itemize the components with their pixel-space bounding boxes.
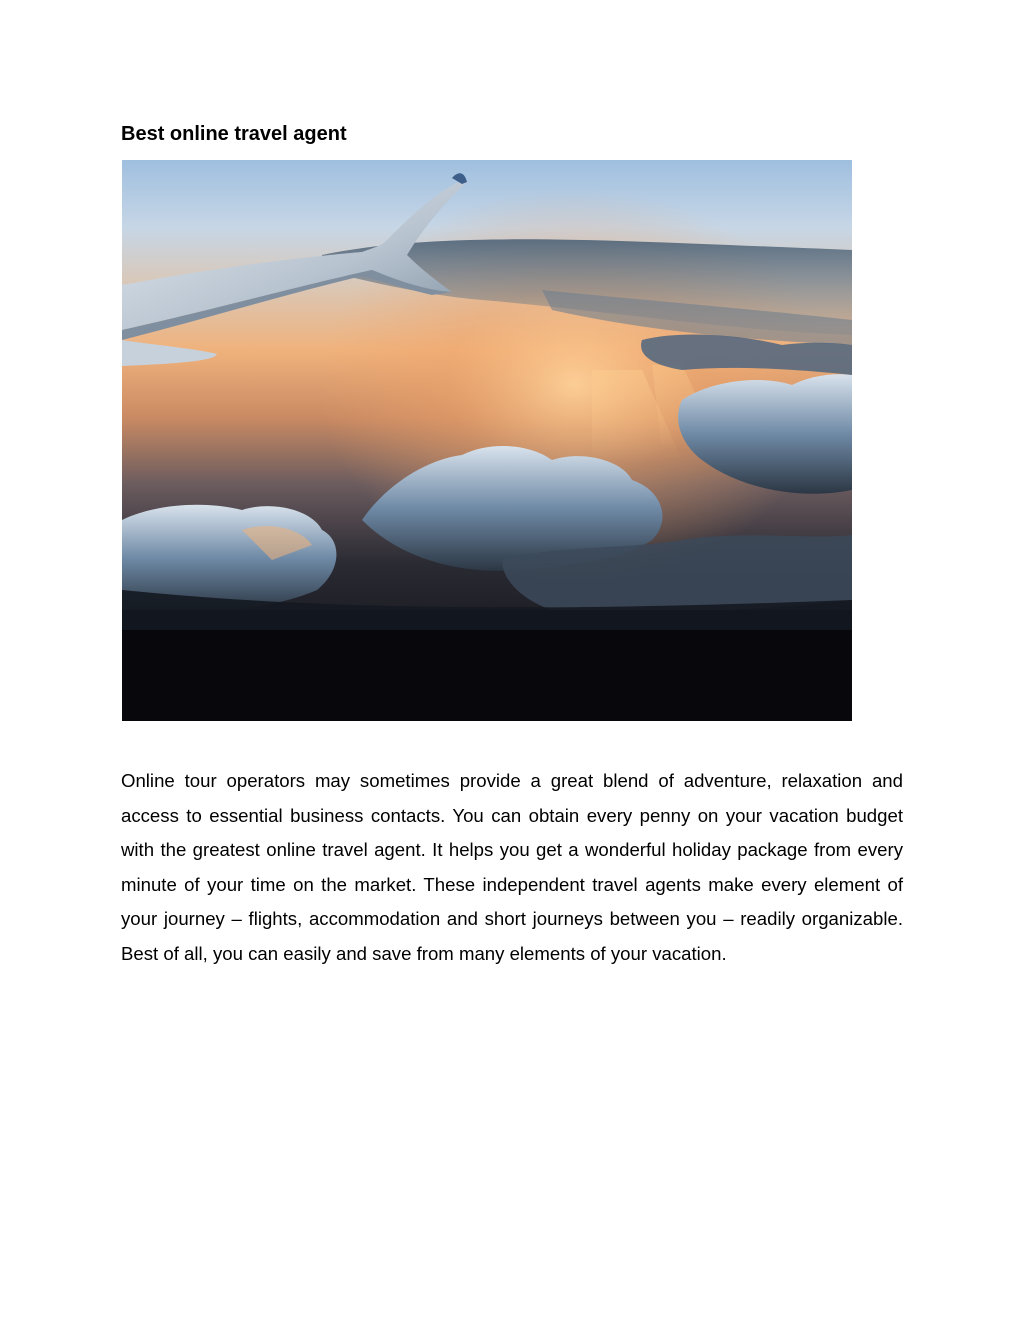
photo-illustration [122,160,852,721]
airplane-wing-photo [122,160,852,721]
body-paragraph: Online tour operators may sometimes provide a great blend of adventure, relaxation and access to essential business contacts. You can obtain every penny on your vacation budget with the greatest online travel agent. It helps you get a wonderful holiday package from every minute of your time on the market. These independent travel agents make every element of your journey – flights, accommodation and short journeys between you – readily organizable. Best of all, you can easily and save from many elements of your vacation. [121,770,903,964]
page-title: Best online travel agent [121,123,347,145]
